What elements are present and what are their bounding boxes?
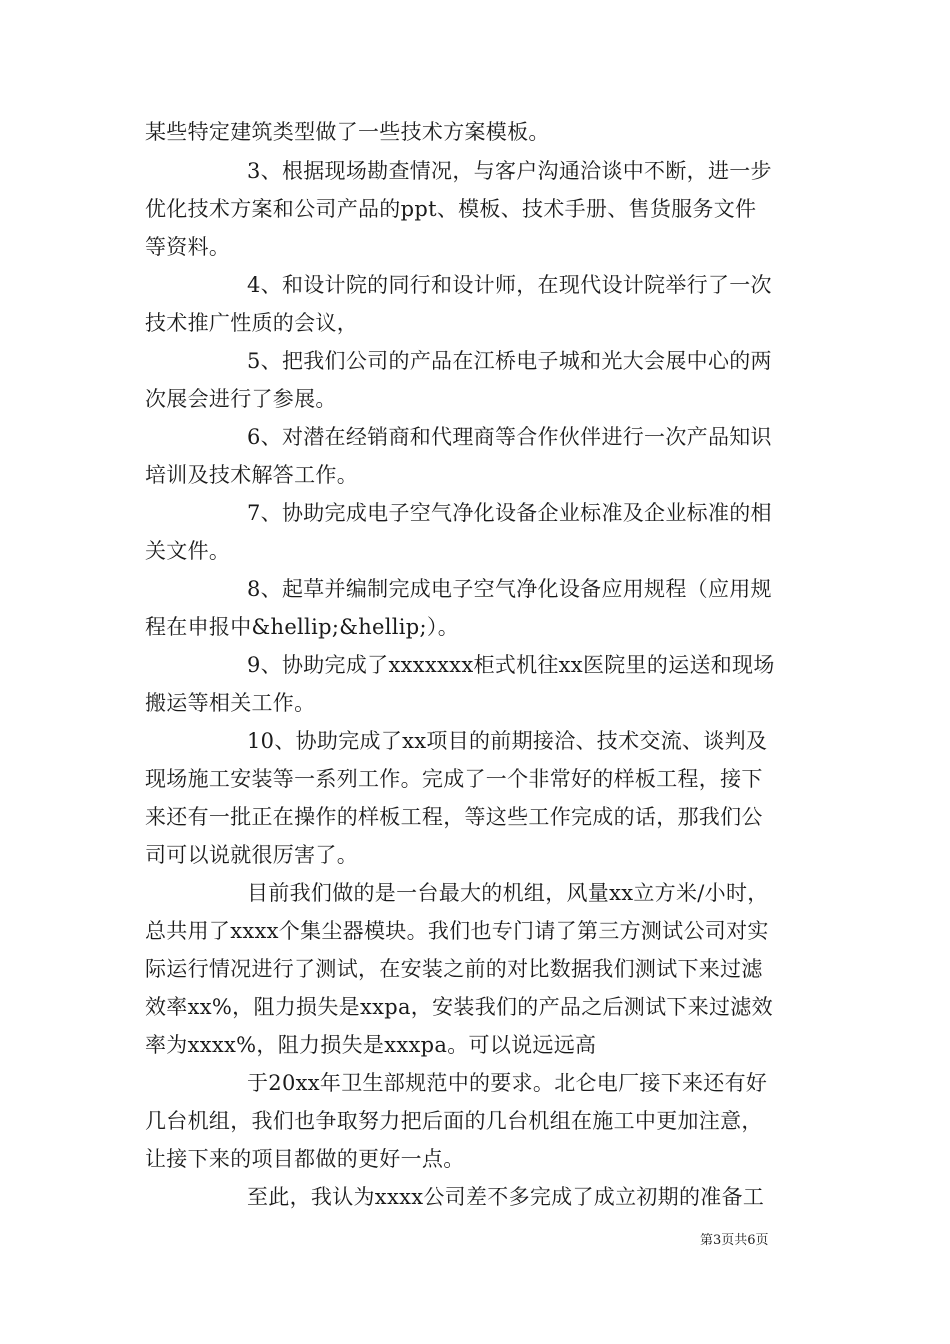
text-line: 10、协助完成了xx项目的前期接洽、技术交流、谈判及 bbox=[247, 729, 768, 753]
text-line: 技术推广性质的会议， bbox=[145, 311, 358, 335]
text-line: 关文件。 bbox=[145, 539, 231, 563]
text-line: 4、和设计院的同行和设计师，在现代设计院举行了一次 bbox=[247, 273, 772, 297]
text-line: 7、协助完成电子空气净化设备企业标准及企业标准的相 bbox=[247, 501, 772, 525]
text-line: 目前我们做的是一台最大的机组，风量xx立方米/小时， bbox=[247, 881, 769, 905]
text-line: 搬运等相关工作。 bbox=[145, 691, 316, 715]
page-number: 第3页共6页 bbox=[700, 1233, 769, 1248]
text-line: 优化技术方案和公司产品的ppt、模板、技术手册、售货服务文件 bbox=[145, 197, 757, 221]
text-line: 几台机组，我们也争取努力把后面的几台机组在施工中更加注意， bbox=[145, 1109, 763, 1133]
text-line: 5、把我们公司的产品在江桥电子城和光大会展中心的两 bbox=[247, 349, 772, 373]
text-line: 某些特定建筑类型做了一些技术方案模板。 bbox=[145, 120, 550, 144]
text-line: 次展会进行了参展。 bbox=[145, 387, 337, 411]
text-line: 9、协助完成了xxxxxxx柜式机往xx医院里的运送和现场 bbox=[247, 653, 775, 677]
text-line: 6、对潜在经销商和代理商等合作伙伴进行一次产品知识 bbox=[247, 425, 772, 449]
text-line: 3、根据现场勘查情况，与客户沟通洽谈中不断，进一步 bbox=[247, 159, 772, 183]
text-line: 司可以说就很厉害了。 bbox=[145, 843, 358, 867]
text-line: 程在申报中&hellip;&hellip;）。 bbox=[145, 615, 460, 639]
text-line: 等资料。 bbox=[145, 235, 231, 259]
text-line: 总共用了xxxx个集尘器模块。我们也专门请了第三方测试公司对实 bbox=[145, 919, 769, 943]
text-line: 8、起草并编制完成电子空气净化设备应用规程（应用规 bbox=[247, 577, 772, 601]
text-line: 效率xx%，阻力损失是xxpa，安装我们的产品之后测试下来过滤效 bbox=[145, 995, 773, 1019]
text-line: 际运行情况进行了测试，在安装之前的对比数据我们测试下来过滤 bbox=[145, 957, 763, 981]
text-line: 率为xxxx%，阻力损失是xxxpa。可以说远远高 bbox=[145, 1033, 597, 1057]
text-line: 现场施工安装等一系列工作。完成了一个非常好的样板工程，接下 bbox=[145, 767, 763, 791]
text-line: 让接下来的项目都做的更好一点。 bbox=[145, 1147, 465, 1171]
text-line: 来还有一批正在操作的样板工程，等这些工作完成的话，那我们公 bbox=[145, 805, 763, 829]
text-line: 至此，我认为xxxx公司差不多完成了成立初期的准备工 bbox=[247, 1185, 765, 1209]
text-line: 培训及技术解答工作。 bbox=[145, 463, 358, 487]
text-line: 于20xx年卫生部规范中的要求。北仑电厂接下来还有好 bbox=[247, 1071, 768, 1095]
